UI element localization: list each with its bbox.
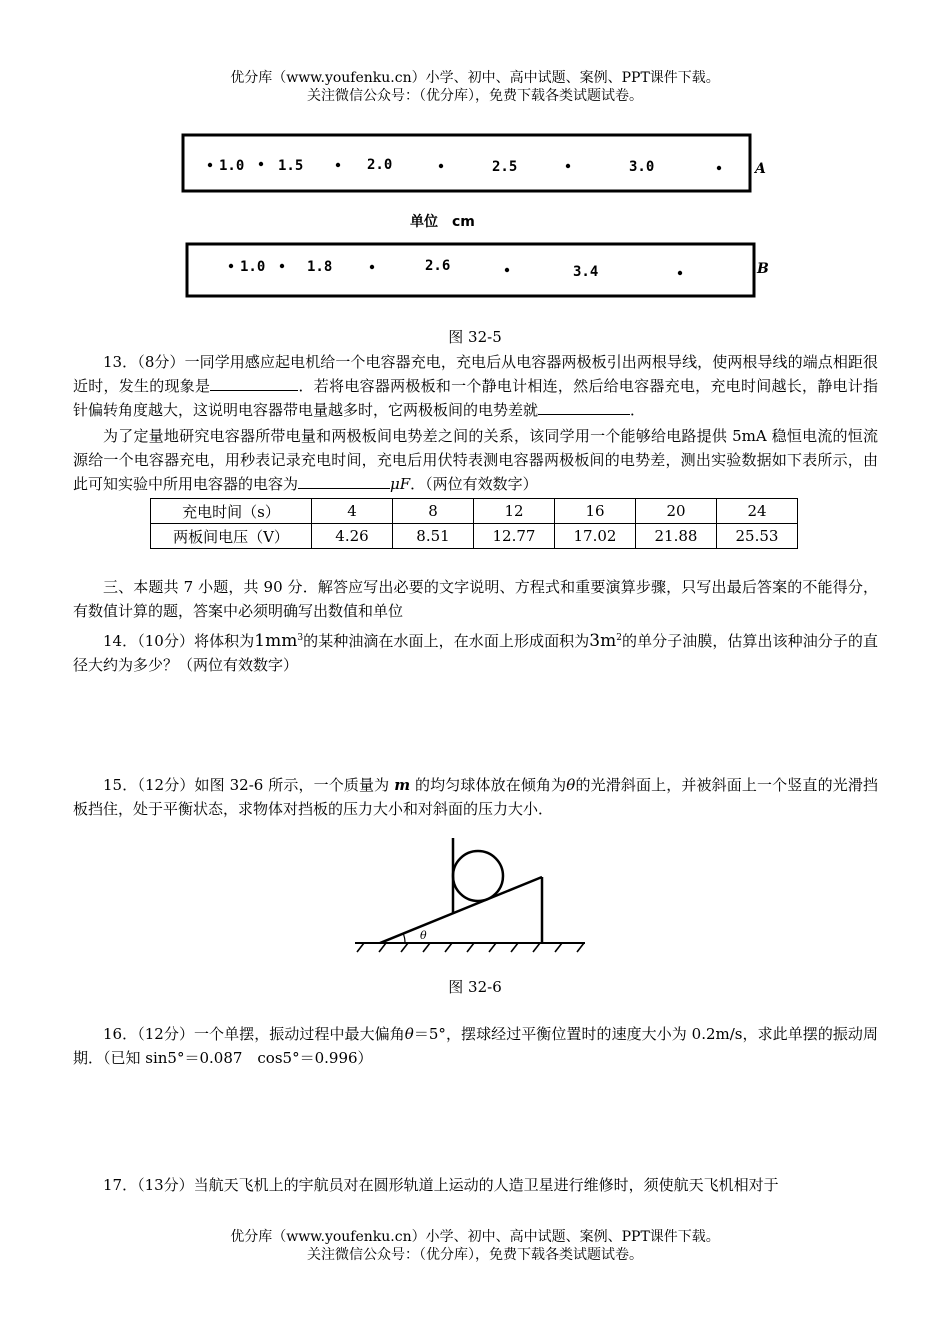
q16-text-b: ＝5°，摆球经过平衡位置时的速度大小为 0.2m/s，求此单摆的振动周期．（已知 sin5°＝0.087 cos5°＝0.996） — [73, 1025, 878, 1067]
tape-b-dot — [280, 264, 284, 268]
table-cell: 8 — [393, 499, 474, 524]
tape-b-dot — [678, 271, 682, 275]
table-cell: 4.26 — [312, 524, 393, 549]
figure-32-5-tapes — [170, 125, 790, 310]
q15-text-c: 的光滑斜面上，并被斜面上一个竖直的光滑挡板挡住，处于平衡状态，求物体对挡板的压力大小和对斜面的压力大小． — [73, 776, 878, 818]
q13-blank-1[interactable] — [210, 374, 298, 391]
footer-line-1: 优分库（www.youfenku.cn）小学、初中、高中试题、案例、PPT课件下载。 — [230, 1229, 720, 1245]
q13-unit: μF — [390, 475, 411, 493]
incline-angle-label: θ — [420, 929, 427, 942]
q13-text-b: ．若将电容器两极板和一个静电计相连，然后给电容器充电，充电时间越长，静电计指针偏转角度越大，这说明电容器带电量越多时，它两极板间的电势差就 — [73, 377, 878, 419]
page-header — [0, 69, 950, 105]
table-cell: 4 — [312, 499, 393, 524]
tape-b-value: 2.6 — [425, 258, 451, 274]
tape-unit-label: 单位 cm — [410, 214, 475, 230]
footer-line-2: 关注微信公众号：（优分库），免费下载各类试题试卷。 — [307, 1247, 643, 1263]
incline-surface — [380, 877, 542, 943]
table-cell: 12 — [474, 499, 555, 524]
tape-a-dot — [717, 166, 721, 170]
q14-text-a: 14．（10分）将体积为 — [103, 632, 255, 650]
question-15 — [73, 773, 878, 821]
tape-a-value: 3.0 — [629, 159, 655, 175]
question-17: 17．（13分）当航天飞机上的宇航员对在圆形轨道上运动的人造卫星进行维修时，须使航天飞机相对于 — [103, 1176, 779, 1194]
table-cell: 25.53 — [717, 524, 798, 549]
q14-area-exp: 2 — [616, 633, 622, 643]
table-cell: 8.51 — [393, 524, 474, 549]
q14-volume: 1mm — [254, 631, 298, 651]
section-3-instructions: 三、本题共 7 小题，共 90 分．解答应写出必要的文字说明、方程式和重要演算步骤，只写出最后答案的不能得分，有数值计算的题，答案中必须明确写出数值和单位 — [73, 578, 878, 620]
tape-a-dot — [439, 164, 443, 168]
table-row — [151, 499, 798, 524]
q15-text-a: 15．（12分）如图 32-6 所示，一个质量为 — [103, 776, 390, 794]
q13-blank-2[interactable] — [538, 398, 630, 415]
table-cell: 12.77 — [474, 524, 555, 549]
tape-a-dot — [259, 162, 263, 166]
q15-mass-symbol: m — [394, 776, 411, 794]
q16-theta-symbol: θ — [404, 1025, 414, 1043]
question-13-paragraph-1 — [73, 350, 878, 422]
q13-data-table — [150, 498, 798, 549]
table-cell: 充电时间（s） — [151, 499, 312, 524]
tape-b-value: 1.8 — [307, 259, 333, 275]
tape-a-dot — [566, 164, 570, 168]
table-cell: 17.02 — [555, 524, 636, 549]
q16-text-a: 16．（12分）一个单摆，振动过程中最大偏角 — [103, 1025, 405, 1043]
table-cell: 20 — [636, 499, 717, 524]
sphere — [453, 851, 503, 901]
figure-32-6-incline — [350, 835, 590, 960]
tape-a-dot — [336, 163, 340, 167]
tape-a-value: 2.0 — [367, 157, 393, 173]
q14-text-b: 的某种油滴在水面上，在水面上形成面积为 — [303, 632, 590, 650]
tape-a-value: 1.0 — [219, 158, 245, 174]
q14-text-c: 的单分子油膜，估算出该种油分子的直径大约为多少？（两位有效数字） — [73, 632, 878, 674]
tape-a-dot — [208, 163, 212, 167]
table-cell: 24 — [717, 499, 798, 524]
tape-b-dot — [505, 268, 509, 272]
tape-b-dot — [229, 264, 233, 268]
tape-a-value: 1.5 — [278, 158, 304, 174]
q13-text-c: ． — [630, 401, 646, 419]
header-line-1: 优分库（www.youfenku.cn）小学、初中、高中试题、案例、PPT课件下载。 — [230, 70, 720, 86]
figure-32-5-caption: 图 32-5 — [448, 328, 502, 346]
q15-text-b: 的均匀球体放在倾角为 — [414, 776, 567, 794]
question-13-paragraph-2 — [73, 424, 878, 496]
header-line-2: 关注微信公众号：（优分库），免费下载各类试题试卷。 — [307, 88, 643, 104]
tape-a — [183, 135, 750, 191]
tape-a-value: 2.5 — [492, 159, 518, 175]
table-row — [151, 524, 798, 549]
q14-area: 3m — [589, 631, 617, 651]
tape-a-label: A — [755, 161, 766, 177]
tape-b-dot — [370, 265, 374, 269]
question-14 — [73, 626, 878, 677]
figure-32-6-caption: 图 32-6 — [448, 978, 502, 996]
tape-b — [187, 244, 754, 296]
q13-text-d: 为了定量地研究电容器所带电量和两极板间电势差之间的关系，该同学用一个能够给电路提供 5mA 稳恒电流的恒流源给一个电容器充电，用秒表记录充电时间，充电后用伏特表测电容器两极板间的电势差，测出实验数据如下表所示，由此可知实验中所用电容器的电容为 — [73, 427, 878, 493]
q15-theta-symbol: θ — [566, 776, 576, 794]
tape-b-value: 1.0 — [240, 259, 266, 275]
table-cell: 16 — [555, 499, 636, 524]
table-cell: 两板间电压（V） — [151, 524, 312, 549]
tape-b-value: 3.4 — [573, 264, 599, 280]
q13-text-e: ．（两位有效数字） — [410, 475, 538, 493]
table-cell: 21.88 — [636, 524, 717, 549]
q14-volume-exp: 3 — [297, 633, 304, 643]
page-footer — [0, 1228, 950, 1264]
question-16 — [73, 1022, 878, 1070]
tape-b-label: B — [757, 261, 769, 277]
q13-blank-3[interactable] — [298, 472, 390, 489]
q13-text-a: 13．（8分）一同学用感应起电机给一个电容器充电，充电后从电容器两极板引出两根导线，使两根导线的端点相距很近时，发生的现象是 — [73, 353, 878, 395]
